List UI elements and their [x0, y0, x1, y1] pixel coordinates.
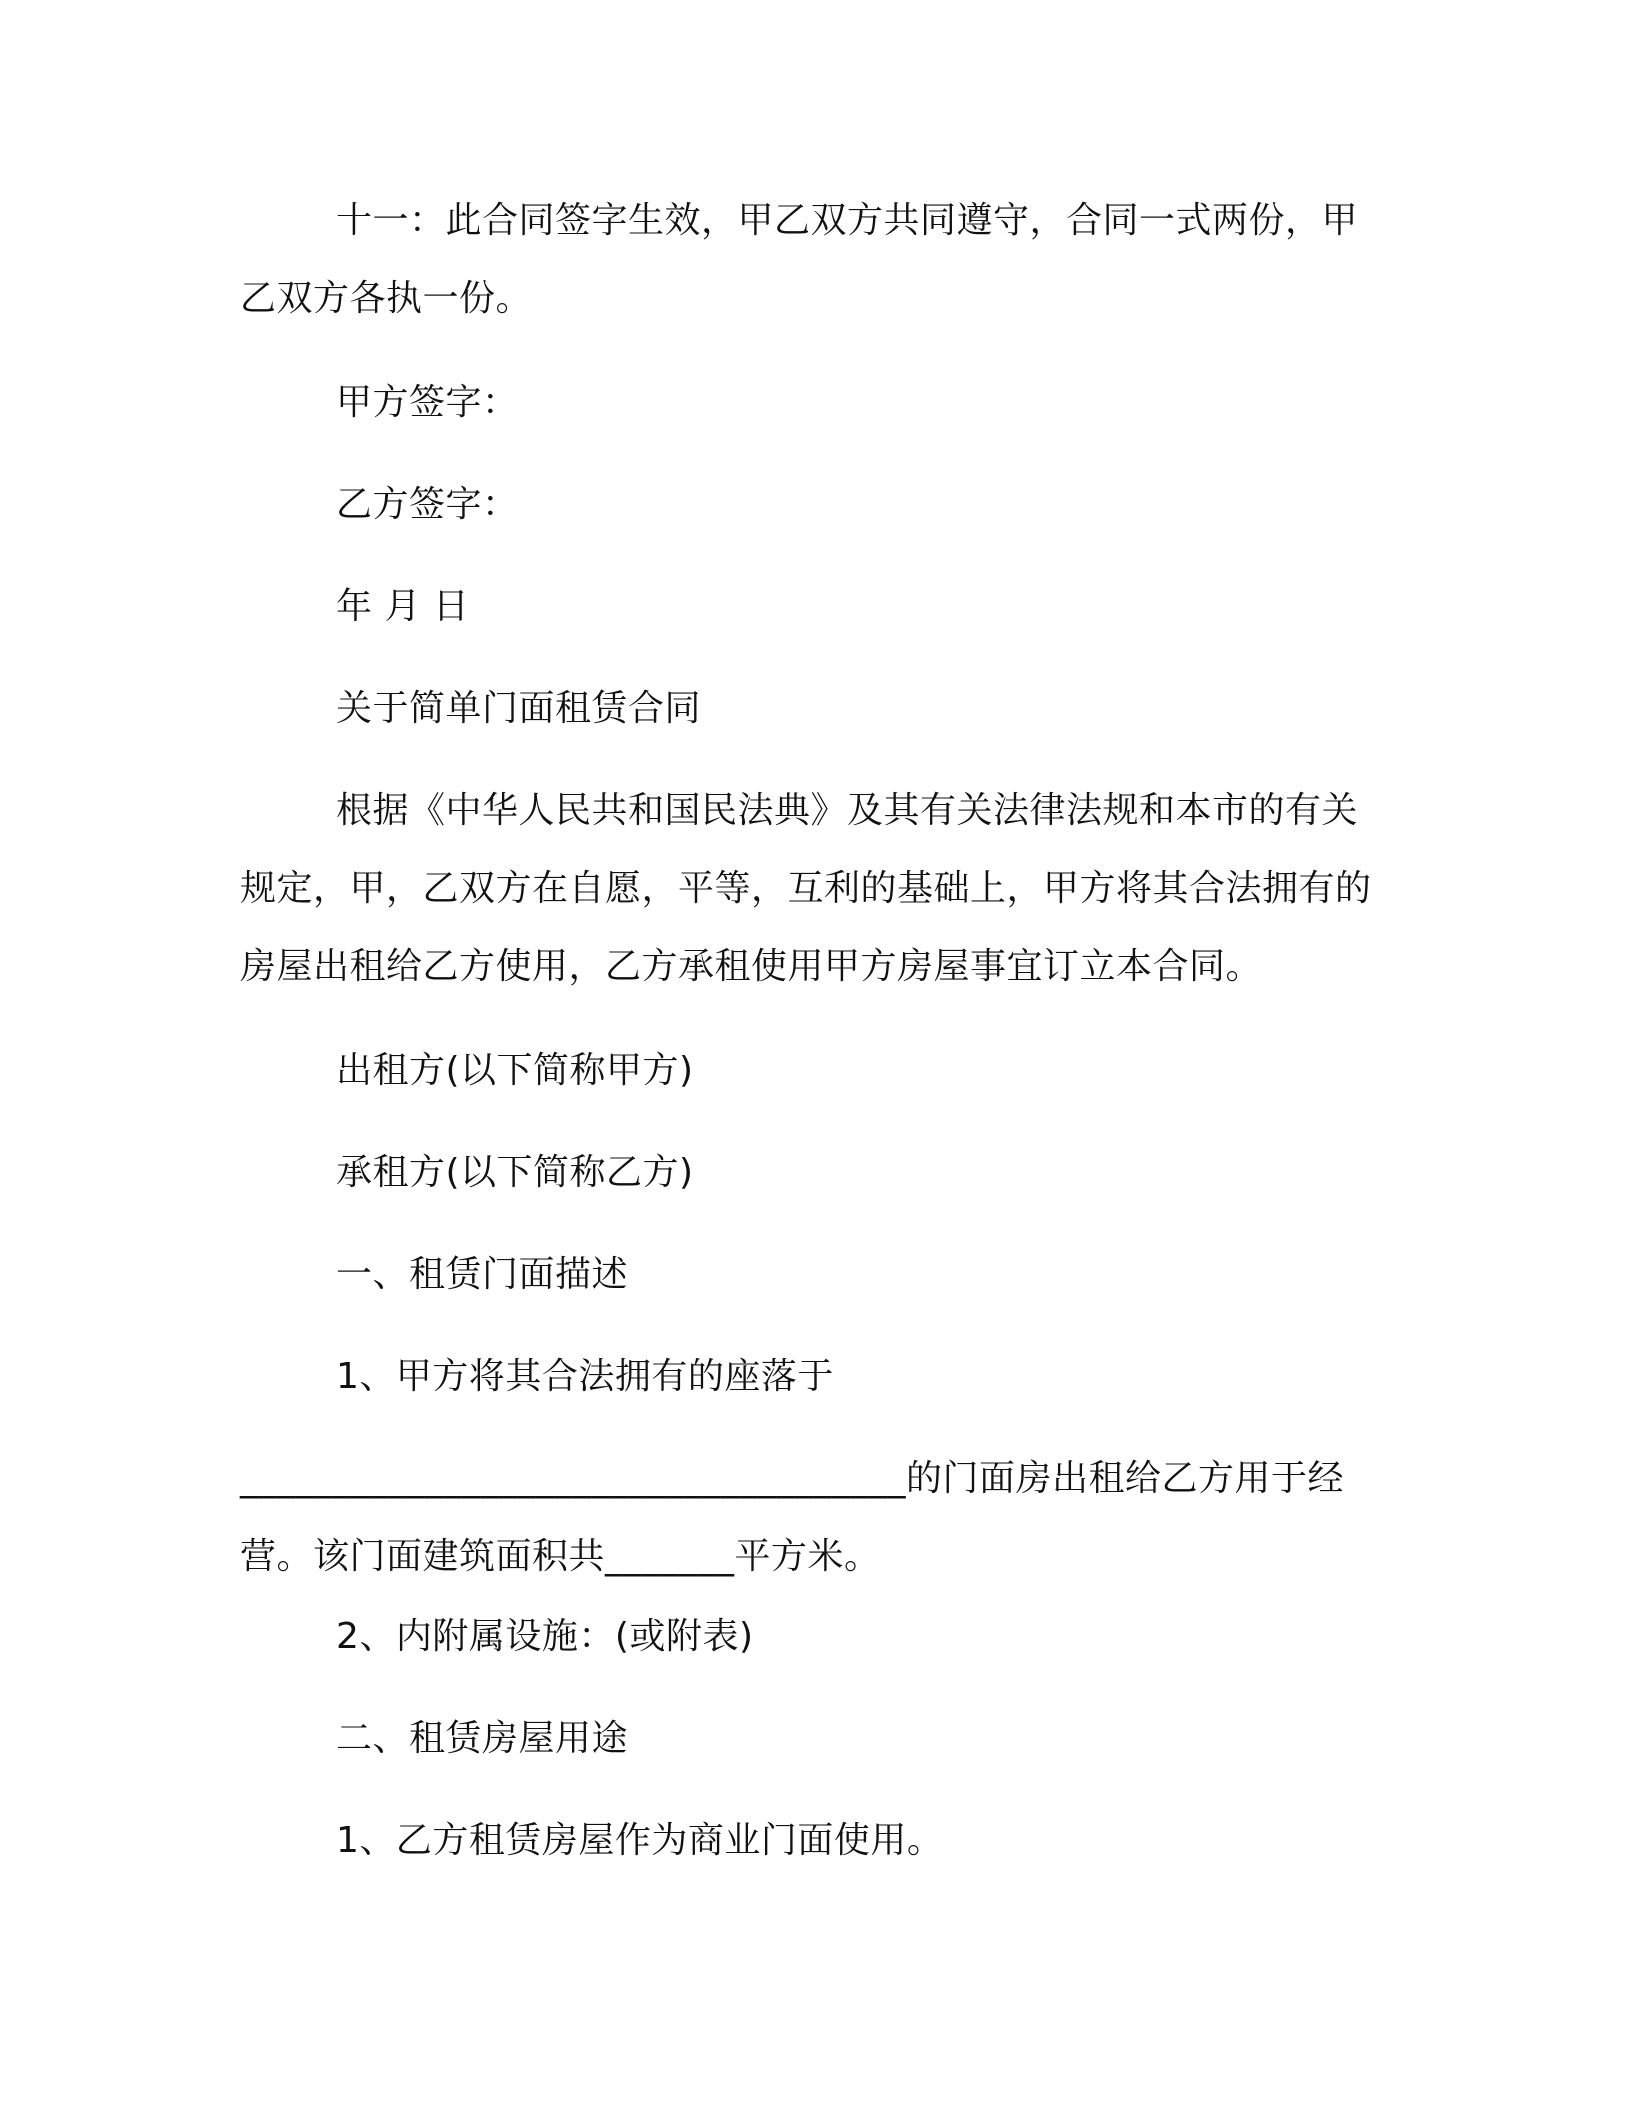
- section-one-heading: 一、租赁门面描述: [336, 1254, 629, 1295]
- item-one-location-intro: 1、甲方将其合法拥有的座落于: [336, 1356, 834, 1397]
- party-a-signature-line: 甲方签字：: [336, 382, 519, 423]
- lessor-line: 出租方(以下简称甲方): [336, 1050, 694, 1091]
- date-line: 年 月 日: [336, 586, 470, 627]
- usage-item-one: 1、乙方租赁房屋作为商业门面使用。: [336, 1820, 944, 1861]
- item-two-facilities: 2、内附属设施：(或附表): [336, 1616, 754, 1657]
- preamble-paragraph: 根据《中华人民共和国民法典》及其有关法律法规和本市的有关规定，甲，乙双方在自愿，平等，互利的基础上，甲方将其合法拥有的房屋出租给乙方使用，乙方承租使用甲方房屋事宜订立本合同。: [240, 790, 1372, 987]
- contract-title: 关于简单门面租赁合同: [336, 688, 702, 729]
- lessee-line: 承租方(以下简称乙方): [336, 1152, 694, 1193]
- party-b-signature-line: 乙方签字：: [336, 484, 519, 525]
- clause-eleven-paragraph: 十一：此合同签字生效，甲乙双方共同遵守，合同一式两份，甲乙双方各执一份。: [240, 200, 1359, 319]
- section-two-heading: 二、租赁房屋用途: [336, 1718, 629, 1759]
- item-one-location-detail: ____________________________________的门面房出租给乙方用于经营。该门面建筑面积共_______平方米。: [240, 1458, 1345, 1577]
